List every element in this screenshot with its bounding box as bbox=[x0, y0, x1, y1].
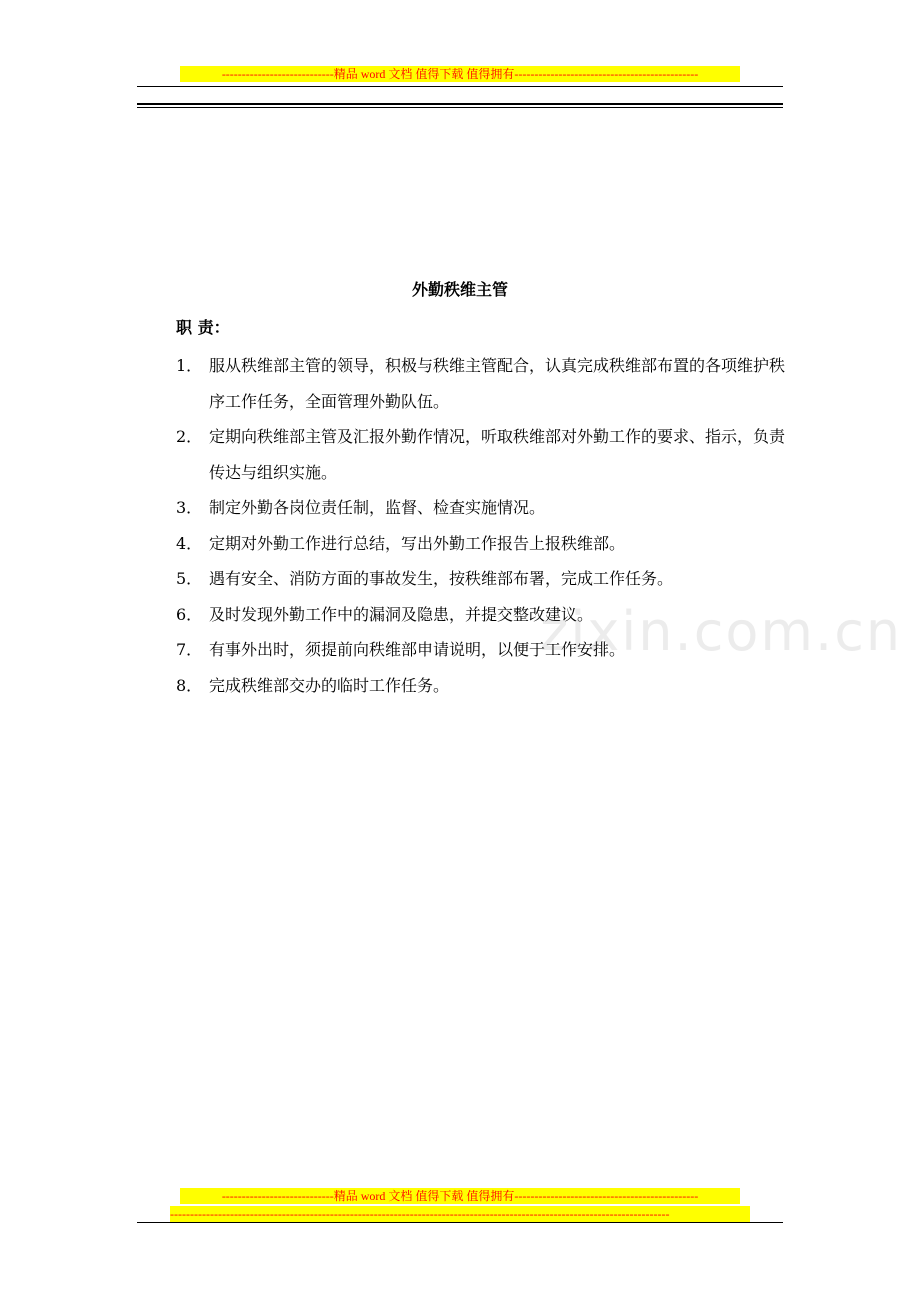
header-rule-thin bbox=[137, 86, 783, 87]
duty-text: 及时发现外勤工作中的漏洞及隐患，并提交整改建议。 bbox=[209, 604, 594, 624]
footer-rule bbox=[137, 1222, 783, 1223]
duty-number: 3． bbox=[176, 498, 203, 517]
duty-item bbox=[176, 490, 788, 526]
duty-item bbox=[176, 348, 788, 419]
duties-list bbox=[176, 348, 788, 703]
duty-item bbox=[176, 597, 788, 633]
duty-text: 完成秩维部交办的临时工作任务。 bbox=[209, 675, 450, 695]
watermark: zixin.com.cn bbox=[540, 600, 903, 663]
duty-text: 遇有安全、消防方面的事故发生，按秩维部布署，完成工作任务。 bbox=[209, 569, 674, 588]
footer-banner: ----------------------------精品 word 文档 值得下载 值得拥有---------------------------------------------- bbox=[180, 1188, 740, 1204]
duty-text: 定期向秩维部主管及汇报外勤作情况，听取秩维部对外勤工作的要求、指示，负责传达与组织实施。 bbox=[209, 427, 786, 482]
duty-number: 8． bbox=[176, 675, 203, 695]
duty-number: 4． bbox=[176, 533, 203, 553]
header-banner: ----------------------------精品 word 文档 值得下载 值得拥有---------------------------------------------- bbox=[180, 66, 740, 82]
duty-number: 6． bbox=[176, 604, 203, 624]
duty-item bbox=[176, 526, 788, 562]
footer-dash-line: ----------------------------------------------------------------------------------------------------------------------------- bbox=[170, 1206, 750, 1222]
duty-text: 有事外出时，须提前向秩维部申请说明，以便于工作安排。 bbox=[209, 640, 626, 659]
duty-item bbox=[176, 668, 788, 704]
duty-item bbox=[176, 419, 788, 490]
section-label-duties: 职 责： bbox=[176, 318, 230, 337]
document-title: 外勤秩维主管 bbox=[411, 280, 508, 299]
duty-item bbox=[176, 632, 788, 668]
duty-number: 7． bbox=[176, 640, 203, 659]
duty-number: 5． bbox=[176, 569, 203, 588]
header-rule-double-2 bbox=[137, 107, 783, 108]
header-rule-double-1 bbox=[137, 103, 783, 105]
duty-number: 1． bbox=[176, 356, 203, 375]
duty-item bbox=[176, 561, 788, 597]
duty-text: 定期对外勤工作进行总结，写出外勤工作报告上报秩维部。 bbox=[209, 533, 626, 553]
duty-text: 服从秩维部主管的领导，积极与秩维主管配合，认真完成秩维部布置的各项维护秩序工作任务，全面管理外勤队伍。 bbox=[209, 356, 786, 411]
duty-text: 制定外勤各岗位责任制，监督、检查实施情况。 bbox=[209, 498, 546, 517]
duty-number: 2． bbox=[176, 427, 203, 446]
